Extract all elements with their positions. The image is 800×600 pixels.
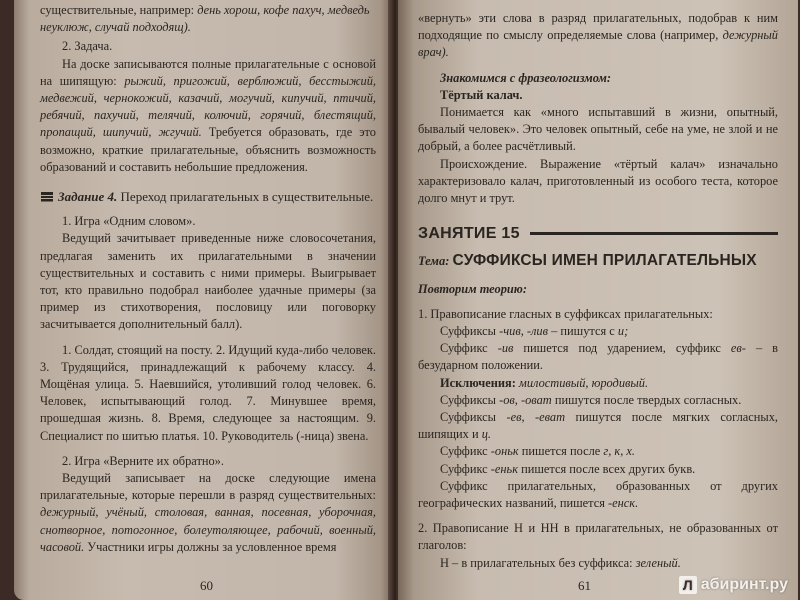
lesson-title: ЗАНЯТИЕ 15 bbox=[418, 225, 520, 243]
phrase-header: Знакомимся с фразеологизмом: bbox=[440, 70, 612, 85]
rule-2-title: 2. Правописание Н и НН в прилагательных, не образованных от глаголов: bbox=[418, 521, 778, 553]
divider bbox=[530, 232, 778, 235]
task-4-heading: Задание 4. Переход прилагательных в существительные. bbox=[40, 188, 376, 205]
paragraph: Понимается как «много испытавший в жизни, опытный, бывалый человек». Это человек опытный, себе на уме, не злой и не добрый, а более расчётливый. bbox=[418, 105, 778, 154]
paragraph: Происхождение. Выражение «тёртый калач» изначально характеризовало калач, приготовленный из особого теста, которое долго мнут и трут. bbox=[418, 156, 778, 206]
right-page-text bbox=[418, 0, 778, 572]
word-list: 1. Солдат, стоящий на посту. 2. Идущий куда-либо человек. 3. Трудящийся, принадлежащий к рабочему классу. 4. Мощёная улица. 5. Наевшийся, утоливший голод человек. 6. Человек, испытывающий голод. 7. Минувшее время, прошедшая жизнь. 8. Время, следующее за настоящим. 9. Специалист по шитью платья. 10. Руководитель (-ница) звена. bbox=[40, 342, 376, 443]
left-page bbox=[14, 0, 392, 600]
rule-line: Н – в прилагательных без суффикса: зеленый. bbox=[440, 555, 681, 570]
repeat-theory-header: Повторим теорию: bbox=[418, 281, 527, 296]
left-page-text bbox=[40, 0, 376, 556]
rule-line: Суффиксы -ов, -оват пишутся после твердых согласных. bbox=[440, 392, 742, 407]
watermark bbox=[679, 576, 788, 594]
rule-line: Суффиксы -чив, -лив – пишутся с и; bbox=[440, 324, 629, 339]
rule-line: Суффиксы -ев, -еват пишутся после мягких согласных, шипящих и ц. bbox=[418, 410, 779, 442]
game-1-title: 1. Игра «Одним словом». bbox=[62, 214, 196, 229]
rule-line: Суффикс -оньк пишется после г, к, х. bbox=[440, 444, 635, 459]
paragraph: существительные, например: день хорош, кофе пахуч, медведь неуклюж, случай подходящ). bbox=[40, 3, 370, 35]
right-page bbox=[398, 0, 798, 600]
rule-1-title: 1. Правописание гласных в суффиксах прилагательных: bbox=[418, 306, 713, 321]
paragraph: «вернуть» эти слова в разряд прилагательных, подобрав к ним подходящие по смыслу определяемые слова (например, дежурный врач). bbox=[418, 11, 778, 60]
book-icon bbox=[40, 189, 54, 200]
topic-title: СУФФИКСЫ ИМЕН ПРИЛАГАТЕЛЬНЫХ bbox=[452, 252, 757, 270]
rule-line: Суффикс -еньк пишется после всех других букв. bbox=[440, 461, 696, 476]
topic-line bbox=[418, 252, 778, 270]
paragraph: Ведущий зачитывает приведенные ниже словосочетания, предлагая заменить их прилагательными в значении существительных и составить с ними примеры. Выигрывает тот, кто правильно подобрал наиболее удачные примеры (за пример из стихотворения, пословицу или поговорку засчитывается дополнительный балл). bbox=[40, 231, 376, 332]
page-number: 61 bbox=[578, 578, 591, 593]
rule-line: Суффикс прилагательных, образованных от других географических названий, пишется -енск. bbox=[418, 478, 778, 511]
watermark-text: абиринт.ру bbox=[700, 576, 788, 593]
task-2-title: 2. Задача. bbox=[62, 39, 113, 54]
page-number: 60 bbox=[200, 578, 213, 593]
rule-line: Суффикс -ив пишется под ударением, суффикс ев- – в безударном положении. bbox=[418, 341, 778, 373]
paragraph: На доске записываются полные прилагательные с основой на шипящую: рыжий, пригожий, верблюжий, бесстыжий, медвежий, чернокожий, казачий, могучий, кипучий, птичий, ребячий, пахучий, телячий, колючий, горячий, блестящий, пропащий, шипучий, жгучий. Требуется образовать, где это возможно, краткие прилагательные, объяснить возможность образований и составить небольшие предложения. bbox=[40, 56, 376, 174]
labirint-logo-icon: Л bbox=[679, 576, 697, 594]
lesson-header bbox=[418, 225, 778, 242]
phrase-title: Тёртый калач. bbox=[440, 87, 523, 102]
paragraph: Ведущий записывает на доске следующие имена прилагательные, которые перешли в разряд существительных: дежурный, учёный, столовая, ванная, посевная, уборочная, снотворное, потогонное, болеутоляющее, рабочий, военный, часовой. Участники игры должны за условленное время bbox=[40, 471, 376, 554]
exceptions-line: Исключения: милостивый, юродивый. bbox=[440, 375, 649, 390]
game-2-title: 2. Игра «Верните их обратно». bbox=[62, 453, 224, 468]
topic-label: Тема: bbox=[418, 254, 450, 269]
